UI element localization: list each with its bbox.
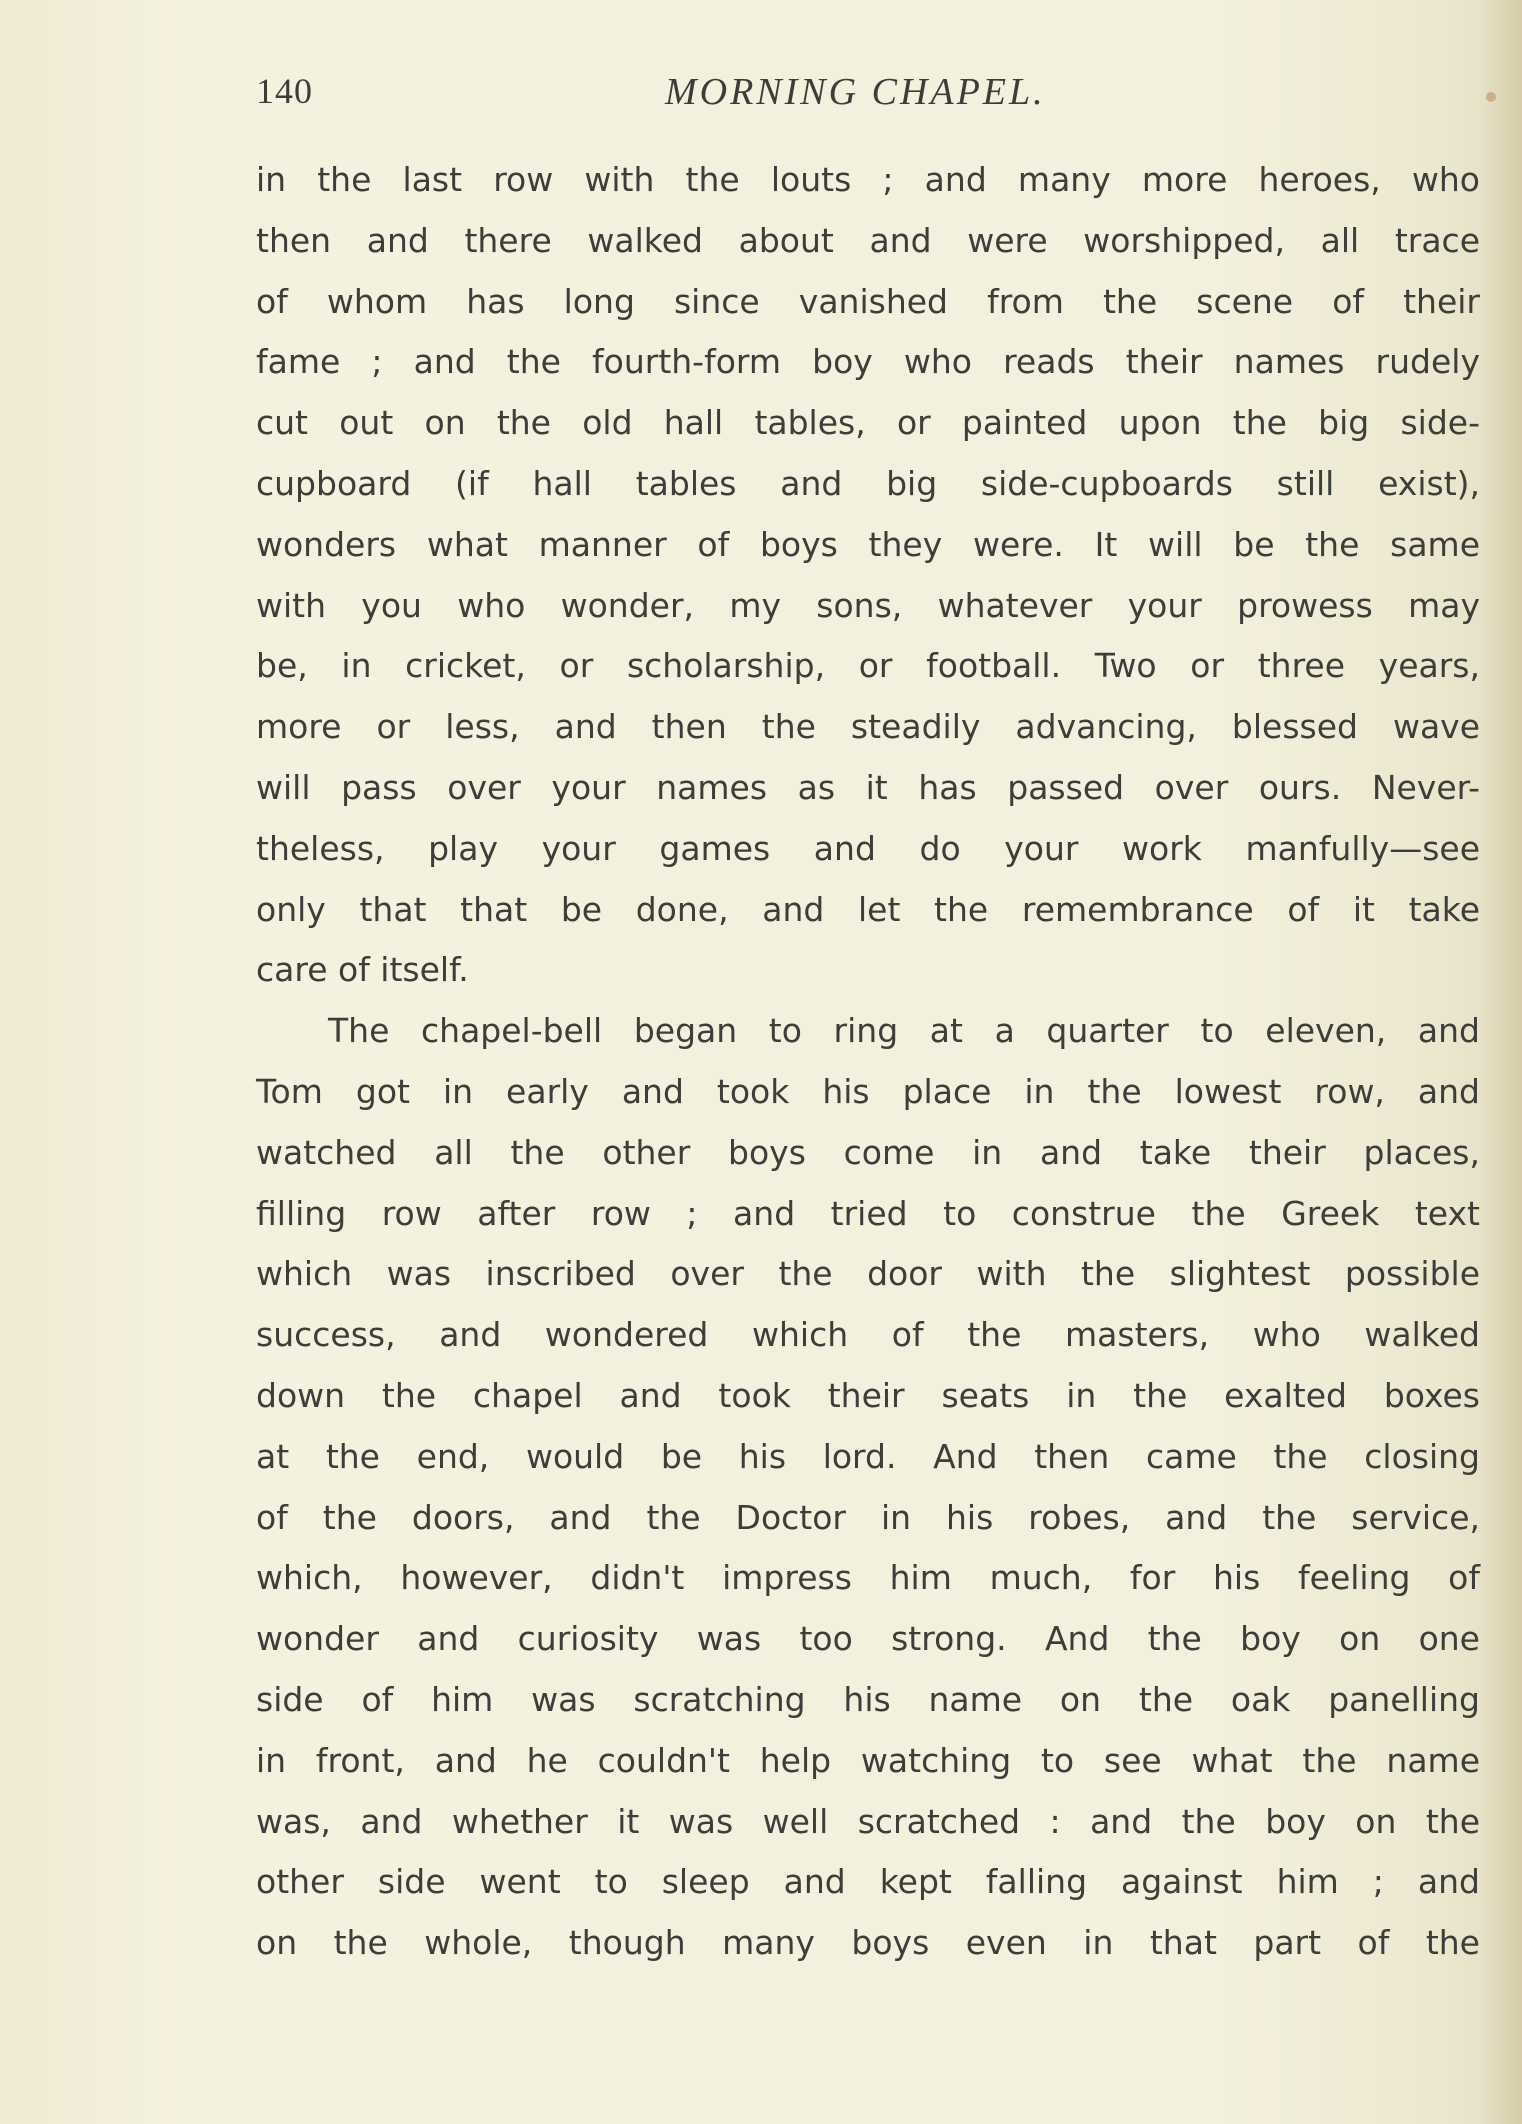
text-line: side of him was scratching his name on the oak panelling [256, 1679, 1480, 1719]
text-line: Tom got in early and took his place in the lowest row, and [256, 1071, 1480, 1111]
text-line: watched all the other boys come in and take their places, [256, 1132, 1480, 1172]
text-line: wonder and curiosity was too strong. And the boy on one [256, 1619, 1480, 1659]
text-line: wonders what manner of boys they were. It will be the same [256, 524, 1480, 564]
text-line: which was inscribed over the door with the slightest possible [256, 1254, 1480, 1294]
text-line: with you who wonder, my sons, whatever your prowess may [256, 585, 1480, 625]
text-line: of whom has long since vanished from the scene of their [256, 281, 1480, 321]
page-number: 140 [256, 71, 313, 111]
running-head [0, 70, 1522, 120]
text-line: only that that be done, and let the remembrance of it take [256, 889, 1480, 929]
text-line: fame ; and the fourth-form boy who reads their names rudely [256, 342, 1480, 382]
text-line: in front, and he couldn't help watching to see what the name [256, 1740, 1480, 1780]
text-line: care of itself. [256, 950, 469, 990]
text-line: success, and wondered which of the masters, who walked [256, 1315, 1480, 1355]
text-line: on the whole, though many boys even in that part of the [256, 1923, 1480, 1963]
text-line: was, and whether it was well scratched : and the boy on the [256, 1801, 1480, 1841]
chapter-title: MORNING CHAPEL. [665, 71, 1046, 113]
text-line: cut out on the old hall tables, or painted upon the big side- [256, 403, 1480, 443]
text-line: in the last row with the louts ; and many more heroes, who [256, 160, 1480, 199]
text-line: The chapel-bell began to ring at a quarter to eleven, and [328, 1011, 1480, 1051]
paragraph-2 [256, 1001, 1480, 1974]
text-line: be, in cricket, or scholarship, or football. Two or three years, [256, 646, 1480, 686]
text-line: will pass over your names as it has passed over ours. Never- [256, 767, 1480, 807]
body-text [256, 150, 1480, 1974]
text-line: which, however, didn't impress him much, for his feeling of [256, 1558, 1480, 1598]
text-line: at the end, would be his lord. And then came the closing [256, 1436, 1480, 1476]
text-line: more or less, and then the steadily advancing, blessed wave [256, 707, 1480, 747]
text-line: of the doors, and the Doctor in his robes, and the service, [256, 1497, 1480, 1537]
page-edge-shadow [1482, 0, 1522, 2124]
paragraph-1 [256, 150, 1480, 1001]
text-line: theless, play your games and do your work manfully—see [256, 828, 1480, 868]
text-line: then and there walked about and were worshipped, all trace [256, 220, 1480, 260]
text-line: other side went to sleep and kept falling against him ; and [256, 1862, 1480, 1902]
text-line: cupboard (if hall tables and big side-cupboards still exist), [256, 463, 1480, 503]
text-line: filling row after row ; and tried to construe the Greek text [256, 1193, 1480, 1233]
text-line: down the chapel and took their seats in the exalted boxes [256, 1375, 1480, 1415]
